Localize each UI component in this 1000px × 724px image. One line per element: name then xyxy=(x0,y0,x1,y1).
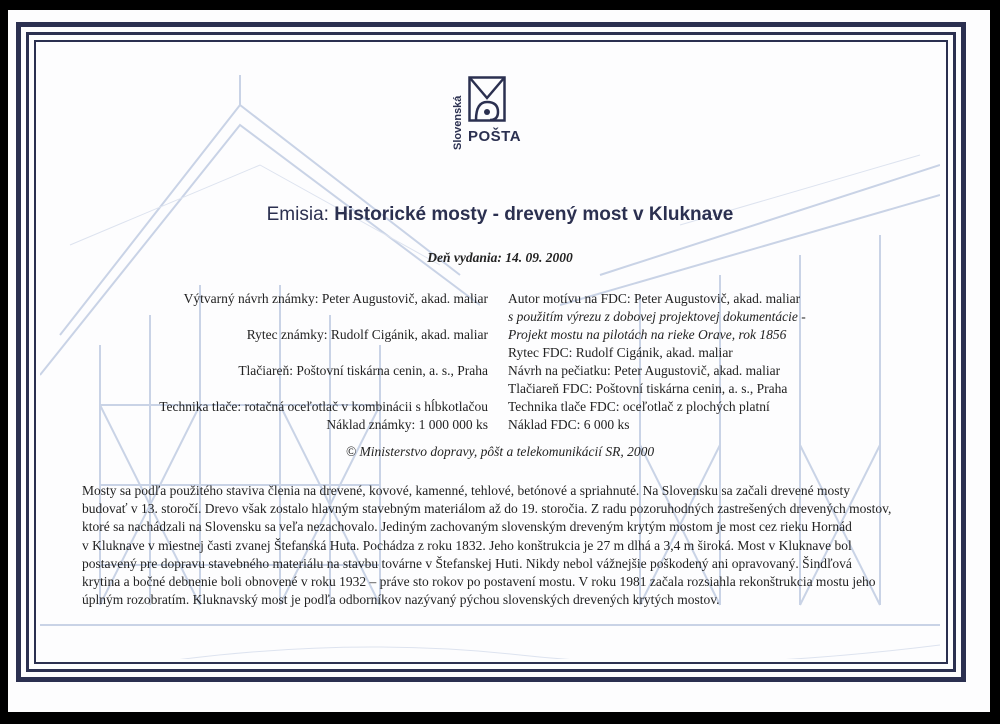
fdc-credits-column xyxy=(508,290,806,434)
fdc-print-technique: Technika tlače FDC: oceľotlač z plochých platní xyxy=(508,399,770,414)
slovenska-posta-logo xyxy=(444,68,544,152)
title-main: Historické mosty - drevený most v Kluknave xyxy=(334,204,734,225)
fdc-engraver-credit: Rytec FDC: Rudolf Cigánik, akad. maliar xyxy=(508,345,733,360)
paragraph-line: Mosty sa podľa použitého staviva členia na drevené, kovové, kamenné, tehlové, betónové a spriahnuté. Na Slovensku sa začali drevené mosty xyxy=(82,483,850,498)
title-prefix: Emisia: xyxy=(266,204,329,225)
issue-date: Deň vydania: 14. 09. 2000 xyxy=(427,250,573,265)
stamp-credits-column xyxy=(159,290,488,434)
logo-vertical-text: Slovenská xyxy=(452,95,464,150)
fdc-note-line-1: s použitím výrezu z dobovej projektovej dokumentácie - xyxy=(508,309,806,324)
fdc-printer-credit: Tlačiareň FDC: Poštovní tiskárna cenin, a. s., Praha xyxy=(508,381,788,396)
paragraph-line: ktoré sa nachádzali na Slovensku sa veľa nezachovalo. Jediným zachovaným slovenským dreveným krytým mostom je most cez rieku Hornád xyxy=(82,519,852,535)
fdc-note-line-2: Projekt mostu na pilotách na rieke Orave, rok 1856 xyxy=(508,327,787,342)
paragraph-line: postavený pre dopravu stavebného materiálu na stavbu továrne v Štefanskej Huti. Nikdy nebol vážnejšie poškodený ani opravovaný. Šindľová xyxy=(82,555,852,571)
cancel-design-credit: Návrh na pečiatku: Peter Augustovič, akad. maliar xyxy=(508,363,781,378)
stamp-printer-credit: Tlačiareň: Poštovní tiskárna cenin, a. s., Praha xyxy=(238,363,488,378)
paragraph-line: v Kluknave v miestnej časti zvanej Štefanská Huta. Pochádza z roku 1832. Jeho konštrukcia je 27 m dlhá a 3,4 m široká. Most v Kluknave bol xyxy=(82,537,852,553)
copyright-line: © Ministerstvo dopravy, pôšt a telekomunikácií SR, 2000 xyxy=(345,444,655,459)
paragraph-line: budovať v 13. storočí. Drevo však zostalo hlavným stavebným materiálom až do 19. storočia. Z radu pozoruhodných zastrešených drevených mostov, xyxy=(82,501,892,517)
fdc-author-credit: Autor motívu na FDC: Peter Augustovič, akad. maliar xyxy=(508,291,801,306)
stamp-engraver-credit: Rytec známky: Rudolf Cigánik, akad. maliar xyxy=(246,327,488,342)
stamp-print-run: Náklad známky: 1 000 000 ks xyxy=(326,417,488,432)
emission-title xyxy=(0,204,1000,226)
fdc-print-run: Náklad FDC: 6 000 ks xyxy=(508,417,630,432)
stamp-print-technique: Technika tlače: rotačná oceľotlač v kombinácii s hĺbkotlačou xyxy=(159,399,488,414)
description-paragraph xyxy=(82,482,938,609)
stamp-design-credit: Výtvarný návrh známky: Peter Augustovič, akad. maliar xyxy=(183,291,488,306)
posthorn-envelope-icon xyxy=(468,76,506,122)
paragraph-line: krytina a bočné debnenie boli obnovené v roku 1932 – práve sto rokov po postavení mostu. V roku 1981 začala rozsiahla rekonštrukcia mostu jeho xyxy=(82,574,876,590)
logo-posta-text: POŠTA xyxy=(468,128,522,145)
paragraph-line: úplným rozobratím. Kluknavský most je podľa odborníkov nazývaný pýchou slovenských drevených krytých mostov. xyxy=(82,592,720,608)
